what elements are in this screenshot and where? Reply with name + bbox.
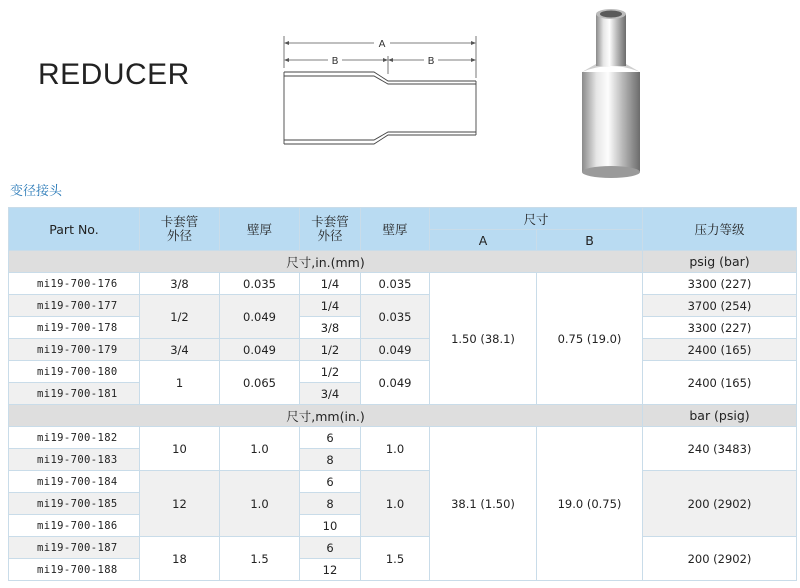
od-2: 6	[300, 427, 361, 449]
od-2: 3/4	[300, 383, 361, 405]
dim-b: 0.75 (19.0)	[537, 273, 643, 405]
part-number: mi19-700-181	[9, 383, 140, 405]
header-dim-b: B	[537, 230, 643, 251]
od-1: 3/4	[140, 339, 220, 361]
header-od-1	[140, 208, 220, 251]
od-2: 8	[300, 493, 361, 515]
part-number: mi19-700-188	[9, 559, 140, 581]
od-2: 8	[300, 449, 361, 471]
dimension-a-label: A	[378, 39, 386, 50]
header-od-1-text: 卡套管 外径	[160, 214, 199, 243]
reducer-spec-table	[8, 207, 797, 581]
od-2: 3/8	[300, 317, 361, 339]
dim-a: 38.1 (1.50)	[430, 427, 537, 581]
pressure: 2400 (165)	[643, 361, 797, 405]
section1-pressure-unit: psig (bar)	[643, 251, 797, 273]
header-pressure: 压力等级	[643, 208, 797, 251]
wall-2: 0.049	[361, 339, 430, 361]
dimension-b1-label: B	[331, 56, 339, 67]
wall-1: 0.035	[220, 273, 300, 295]
wall-1: 0.065	[220, 361, 300, 405]
section-subtitle: 变径接头	[10, 184, 63, 199]
od-2: 12	[300, 559, 361, 581]
part-number: mi19-700-177	[9, 295, 140, 317]
wall-1: 1.0	[220, 427, 300, 471]
pressure: 200 (2902)	[643, 471, 797, 537]
part-number: mi19-700-182	[9, 427, 140, 449]
part-number: mi19-700-183	[9, 449, 140, 471]
od-2: 1/4	[300, 295, 361, 317]
od-2: 10	[300, 515, 361, 537]
part-number: mi19-700-180	[9, 361, 140, 383]
wall-2: 0.049	[361, 361, 430, 405]
dim-b: 19.0 (0.75)	[537, 427, 643, 581]
od-2: 6	[300, 471, 361, 493]
wall-2: 0.035	[361, 273, 430, 295]
od-2: 1/2	[300, 361, 361, 383]
section2-pressure-unit: bar (psig)	[643, 405, 797, 427]
pressure: 3300 (227)	[643, 317, 797, 339]
pressure: 240 (3483)	[643, 427, 797, 471]
wall-1: 0.049	[220, 339, 300, 361]
od-2: 1/2	[300, 339, 361, 361]
pressure: 200 (2902)	[643, 537, 797, 581]
part-number: mi19-700-184	[9, 471, 140, 493]
wall-2: 1.0	[361, 427, 430, 471]
pressure: 2400 (165)	[643, 339, 797, 361]
od-1: 12	[140, 471, 220, 537]
od-1: 1	[140, 361, 220, 405]
dim-a: 1.50 (38.1)	[430, 273, 537, 405]
header-wall-1: 壁厚	[220, 208, 300, 251]
part-number: mi19-700-185	[9, 493, 140, 515]
part-number: mi19-700-178	[9, 317, 140, 339]
wall-1: 1.0	[220, 471, 300, 537]
reducer-product-photo	[560, 0, 670, 182]
wall-1: 0.049	[220, 295, 300, 339]
wall-2: 0.035	[361, 295, 430, 339]
reducer-dimension-diagram	[278, 34, 488, 154]
header-dim-a: A	[430, 230, 537, 251]
section2-label: 尺寸,mm(in.)	[9, 405, 643, 427]
od-1: 1/2	[140, 295, 220, 339]
header-od-2	[300, 208, 361, 251]
pressure: 3700 (254)	[643, 295, 797, 317]
part-number: mi19-700-179	[9, 339, 140, 361]
header-dimensions: 尺寸	[430, 208, 643, 230]
dimension-b2-label: B	[427, 56, 435, 67]
od-1: 3/8	[140, 273, 220, 295]
page-title: REDUCER	[38, 58, 190, 91]
part-number: mi19-700-187	[9, 537, 140, 559]
part-number: mi19-700-186	[9, 515, 140, 537]
header-od-2-text: 卡套管 外径	[311, 214, 349, 243]
header-part-no: Part No.	[9, 208, 140, 251]
od-2: 6	[300, 537, 361, 559]
od-1: 10	[140, 427, 220, 471]
wall-1: 1.5	[220, 537, 300, 581]
wall-2: 1.0	[361, 471, 430, 537]
od-2: 1/4	[300, 273, 361, 295]
pressure: 3300 (227)	[643, 273, 797, 295]
section1-label: 尺寸,in.(mm)	[9, 251, 643, 273]
header-wall-2: 壁厚	[361, 208, 430, 251]
wall-2: 1.5	[361, 537, 430, 581]
part-number: mi19-700-176	[9, 273, 140, 295]
od-1: 18	[140, 537, 220, 581]
